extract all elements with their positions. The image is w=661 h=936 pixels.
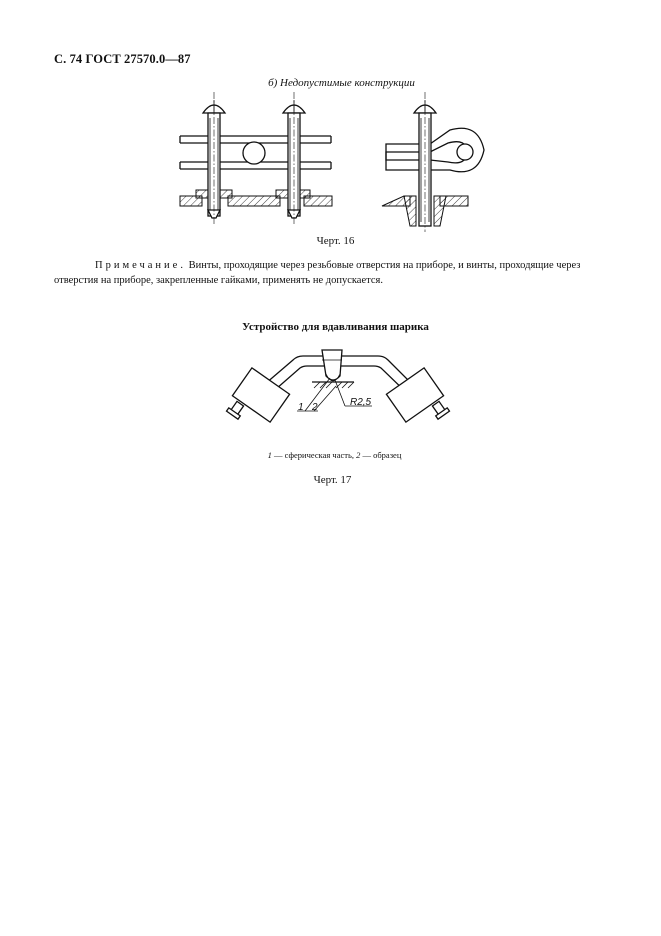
- fig17-label-2: 2: [312, 402, 318, 413]
- legend-text-2: — образец: [360, 450, 402, 460]
- fig17-right-block: [386, 368, 449, 422]
- page-header: С. 74 ГОСТ 27570.0—87: [54, 52, 191, 66]
- legend-num-2: 2: [356, 450, 361, 460]
- section-title: Устройство для вдавливания шарика: [242, 321, 429, 333]
- fig17-label-1: 1: [298, 402, 304, 413]
- note-lead: Примечание.: [95, 260, 186, 271]
- figure17-legend: [0, 450, 661, 460]
- figure16-subcaption: б) Недопустимые конструкции: [268, 77, 415, 89]
- legend-num-1: 1: [267, 450, 272, 460]
- legend-text-1: — сферическая часть,: [271, 450, 357, 460]
- note-text: Винты, проходящие через резьбовые отверстия на приборе, и винты, проходящие через отверстия на приборе, закрепленные гайками, применять не допускается.: [54, 260, 581, 286]
- figure17-caption: Черт. 17: [313, 474, 352, 486]
- fig17-label-radius: R2,5: [350, 397, 372, 408]
- figure16-caption: Черт. 16: [316, 235, 355, 247]
- fig17-sample: [312, 382, 354, 388]
- fig17-ball-holder: [322, 350, 342, 381]
- fig17-left-block: [227, 368, 290, 422]
